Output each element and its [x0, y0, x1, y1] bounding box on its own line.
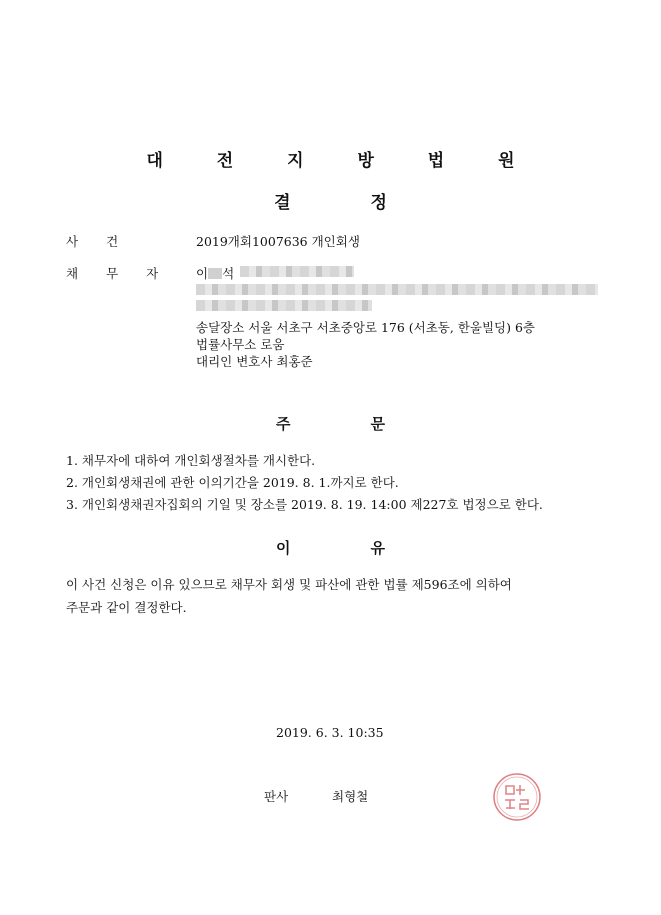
- judge-title: 판사: [264, 789, 289, 804]
- judge-seal-icon: [492, 772, 542, 822]
- document-type-right: 정: [370, 193, 387, 213]
- case-label: 사건: [66, 234, 147, 249]
- service-address: 송달장소 서울 서초구 서초중앙로 176 (서초동, 한울빌딩) 6층: [196, 320, 536, 335]
- order-item: 2. 개인회생채권에 관한 이의기간을 2019. 8. 1.까지로 한다.: [66, 475, 399, 490]
- reason-text-line-1: 이 사건 신청은 이유 있으므로 채무자 회생 및 파산에 관한 법률 제596조에 의하여: [66, 577, 512, 592]
- decision-date: 2019. 6. 3. 10:35: [276, 725, 384, 740]
- order-title-right: 문: [370, 415, 385, 433]
- judge-name: 최형철: [332, 789, 369, 804]
- redacted-address-line-2: [196, 300, 372, 311]
- redacted-address-line-1: [196, 284, 598, 295]
- order-section-title: [0, 413, 661, 434]
- redacted-id-number: [240, 266, 354, 277]
- order-item: 1. 채무자에 대하여 개인회생절차를 개시한다.: [66, 453, 316, 468]
- reason-text-line-2: 주문과 같이 결정한다.: [66, 600, 187, 615]
- reason-title-left: 이: [276, 539, 291, 557]
- debtor-label: 채무자: [66, 266, 187, 281]
- order-title-left: 주: [276, 415, 291, 433]
- law-office: 법률사무소 로움: [196, 337, 285, 352]
- redaction-mark: [208, 268, 222, 279]
- document-type-left: 결: [274, 193, 291, 213]
- document-type-title: [0, 188, 661, 213]
- debtor-name-suffix: 석: [222, 266, 235, 281]
- reason-section-title: [0, 537, 661, 558]
- attorney: 대리인 변호사 최홍준: [196, 354, 313, 369]
- case-value: 2019개회1007636 개인회생: [196, 234, 360, 249]
- order-item: 3. 개인회생채권자집회의 기일 및 장소를 2019. 8. 19. 14:00 제227호 법정으로 한다.: [66, 497, 543, 512]
- debtor-name-prefix: 이: [196, 266, 209, 281]
- debtor-name: [196, 264, 234, 282]
- reason-title-right: 유: [370, 539, 385, 557]
- court-name: 대 전 지 방 법 원: [146, 151, 539, 171]
